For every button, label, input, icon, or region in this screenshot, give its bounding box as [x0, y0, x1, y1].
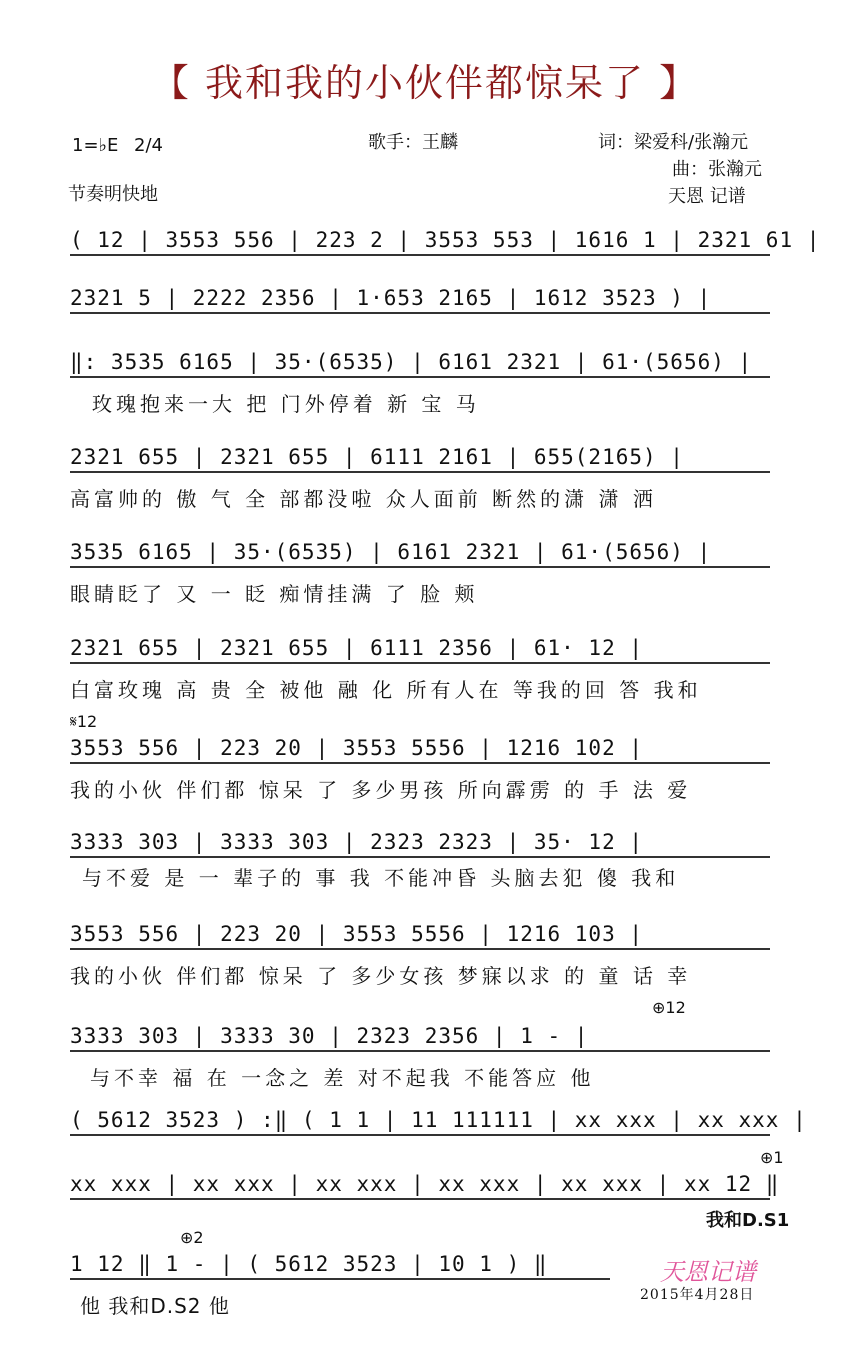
score-line-8-lyric: 与不爱 是 一 辈子的 事 我 不能冲昏 头脑去犯 傻 我和 [82, 866, 680, 890]
beam-lines [70, 662, 770, 664]
beam-lines [70, 762, 770, 764]
score-line-7-lyric: 我的小伙 伴们都 惊呆 了 多少男孩 所向霹雳 的 手 法 爱 [70, 778, 692, 802]
score-line-9-notes: 3553 556 | 223 20 | 3553 5556 | 1216 103 | [70, 922, 644, 946]
key-signature: 1=♭E [72, 135, 119, 156]
coda-mark-3: ⊕2 [180, 1228, 204, 1247]
composer: 曲：张瀚元 [672, 159, 762, 180]
score-line-11-notes: ( 5612 3523 ) :‖ ( 1 1 | 11 111111 | xx xxx | xx xxx | [70, 1108, 807, 1132]
beam-lines [70, 1134, 770, 1136]
score-line-2-notes: 2321 5 | 2222 2356 | 1·653 2165 | 1612 3523 ) | [70, 286, 712, 310]
beam-lines [70, 948, 770, 950]
score-line-13-notes: 1 12 ‖ 1 - | ( 5612 3523 | 10 1 ) ‖ [70, 1252, 548, 1276]
beam-lines [70, 471, 770, 473]
score-line-10-notes: 3333 303 | 3333 30 | 2323 2356 | 1 - | [70, 1024, 589, 1048]
score-line-12-notes: xx xxx | xx xxx | xx xxx | xx xxx | xx xxx | xx 12 ‖ [70, 1172, 780, 1196]
beam-lines [70, 1050, 770, 1052]
beam-lines [70, 312, 770, 314]
score-line-9-lyric: 我的小伙 伴们都 惊呆 了 多少女孩 梦寐以求 的 童 话 幸 [70, 964, 692, 988]
score-line-5-notes: 3535 6165 | 35·(6535) | 6161 2321 | 61·(5656) | [70, 540, 712, 564]
ds1-instruction: 我和D.S1 [706, 1210, 790, 1231]
score-line-4-lyric: 高富帅的 傲 气 全 部都没啦 众人面前 断然的潇 潇 洒 [70, 487, 657, 511]
score-line-7-notes: 3553 556 | 223 20 | 3553 5556 | 1216 102 | [70, 736, 644, 760]
score-line-8-notes: 3333 303 | 3333 303 | 2323 2323 | 35· 12 | [70, 830, 644, 854]
score-line-10-lyric: 与不幸 福 在 一念之 差 对不起我 不能答应 他 [90, 1066, 595, 1090]
beam-lines [70, 1278, 610, 1280]
singer: 歌手：王麟 [368, 132, 458, 153]
segno-mark: 𝄋12 [70, 712, 98, 731]
time-signature: 2/4 [134, 135, 163, 156]
lyricist: 词：梁爱科/张瀚元 [598, 132, 749, 153]
transcriber: 天恩 记谱 [668, 186, 746, 207]
beam-lines [70, 856, 770, 858]
stamp-logo: 天恩记谱 [660, 1258, 756, 1286]
score-line-6-lyric: 白富玫瑰 高 贵 全 被他 融 化 所有人在 等我的回 答 我和 [70, 678, 702, 702]
page-title: 【 我和我的小伙伴都惊呆了 】 [150, 61, 700, 105]
date-stamp: 2015年4月28日 [640, 1287, 755, 1303]
score-line-1-notes: ( 12 | 3553 556 | 223 2 | 3553 553 | 1616 1 | 2321 61 | [70, 228, 821, 252]
score-line-3-notes: ‖: 3535 6165 | 35·(6535) | 6161 2321 | 61·(5656) | [70, 350, 753, 374]
beam-lines [70, 566, 770, 568]
score-line-4-notes: 2321 655 | 2321 655 | 6111 2161 | 655(2165) | [70, 445, 684, 469]
score-line-13-lyric: 他 我和D.S2 他 [80, 1294, 230, 1318]
beam-lines [70, 1198, 770, 1200]
coda-mark-1: ⊕12 [652, 998, 686, 1017]
score-line-5-lyric: 眼睛眨了 又 一 眨 痴情挂满 了 脸 颊 [70, 582, 479, 606]
score-line-3-lyric: 玫瑰抱来一大 把 门外停着 新 宝 马 [92, 392, 480, 416]
tempo-marking: 节奏明快地 [68, 184, 158, 205]
beam-lines [70, 254, 770, 256]
coda-mark-2: ⊕1 [760, 1148, 784, 1167]
score-line-6-notes: 2321 655 | 2321 655 | 6111 2356 | 61· 12 | [70, 636, 644, 660]
beam-lines [70, 376, 770, 378]
